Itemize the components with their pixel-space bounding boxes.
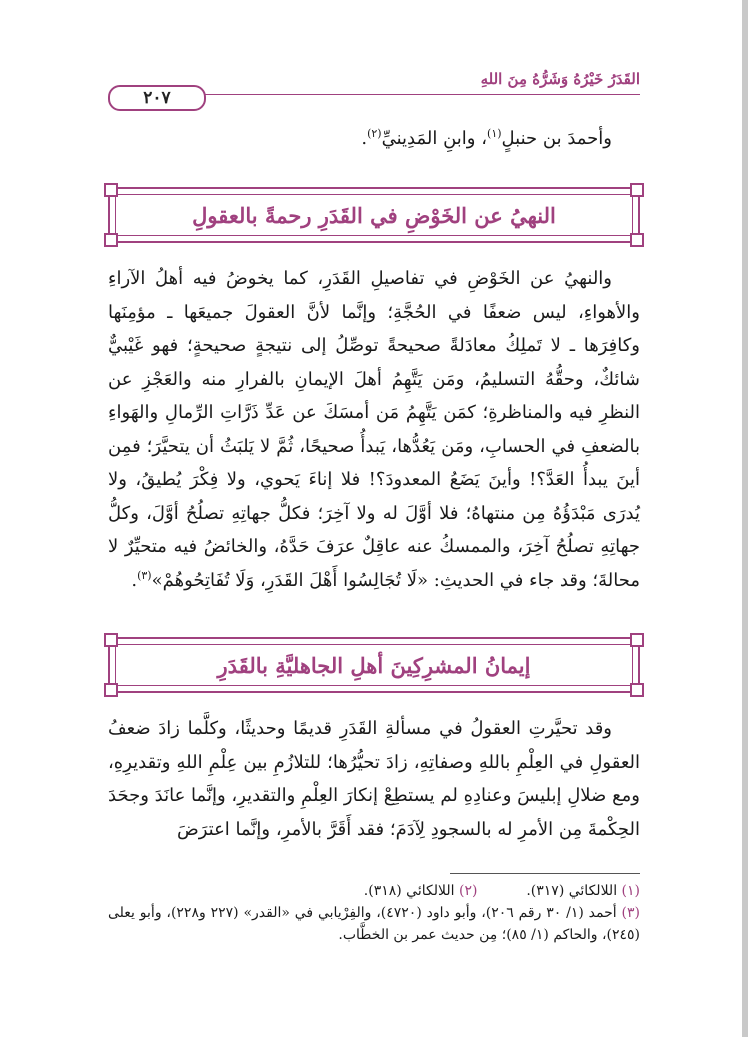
- footnote-ref-3[interactable]: (٣): [137, 568, 152, 582]
- footnote-row-1-2: [108, 880, 640, 902]
- section-heading-1-text: النهيُ عن الخَوْضِ في القَدَرِ رحمةً بالعقولِ: [192, 202, 556, 228]
- footnote-1-text: اللالكائي (٣١٧).: [526, 883, 618, 899]
- section1-body: [108, 262, 640, 597]
- footnote-3-text: أحمد (١/ ٣٠ رقم ٢٠٦)، وأبو داود (٤٧٢٠)، والفِرْيابي في «القدر» (٢٢٧ و٢٢٨)، وأبو يعلى (٢٤٥)، والحاكم (١/ ٨٥)؛ مِن حديث عمر بن الخطَّاب.: [108, 905, 640, 943]
- paragraph-text: والنهيُ عن الخَوْضِ في تفاصيلِ القَدَرِ، كما يخوضُ فيه أهلُ الآراءِ والأهواءِ، ليس ضعفًا في الحُجَّةِ؛ وإنَّما لأنَّ العقولَ جميعَها ـ مؤمِنَها وكافِرَها ـ لا تَملِكُ معادَلةً صحيحةً توصِّلُ إلى نتيجةٍ صحيحةٍ؛ فهو غَيْبيٌّ شائكٌ، وحقُّهُ التسليمُ، ومَن يَتَّهِمُ أهلَ الإيمانِ بالفرارِ منه والعَجْزِ عن النظرِ فيه والمناظرةِ؛ كمَن يَتَّهِمُ مَن أمسَكَ عن عَدِّ ذَرَّاتِ الرِّمالِ والهَواءِ بالضعفِ في الحسابِ، ومَن يَعُدُّها، يَبدأُ صحيحًا، ثُمَّ لا يَلبَثُ أن يتحيَّرَ؛ فمِن أينَ يبدأُ العَدَّ؟! وأينَ يَضَعُ المعدودَ؟! فلا إناءَ يَحوي، ولا فِكْرَ يُطيقُ، ولا يُدرَى مَبْدَؤُهُ مِن منتهاهُ؛ فلا أوَّلَ له ولا آخِرَ؛ فكلُّ جهاتِهِ تصلُحُ أوَّلَ، وكلُّ جهاتِهِ تصلُحُ آخِرَ، والممسكُ عنه عاقِلٌ عرَفَ حَدَّهُ، والخائضُ فيه متحيِّرٌ لا محالةَ؛ وقد جاء في الحديثِ: «لَا تُجَالِسُوا أَهْلَ القَدَرِ، وَلَا تُفَاتِحُوهُمْ»: [108, 268, 640, 591]
- intro-part: ، وابنِ المَدِينيِّ: [381, 128, 488, 149]
- header-rule: [138, 94, 640, 95]
- footnotes: [108, 880, 640, 946]
- intro-part: .: [361, 128, 368, 149]
- footnote-row-3: [108, 902, 640, 946]
- intro-text: [108, 122, 640, 156]
- page-edge: [742, 0, 748, 1037]
- paragraph-end: .: [131, 569, 138, 591]
- footnote-ref-2[interactable]: (٢): [367, 127, 382, 140]
- section1-paragraph: [108, 262, 640, 597]
- section-heading-2-text: إيمانُ المشرِكِينَ أهلِ الجاهليَّةِ بالقَدَرِ: [217, 652, 531, 678]
- section-heading-1: [108, 187, 640, 243]
- intro-part: وأحمدَ بن حنبلٍ: [501, 128, 612, 149]
- section-heading-2: [108, 637, 640, 693]
- footnote-separator: [450, 873, 640, 874]
- footnote-3-number: (٣): [621, 905, 640, 921]
- running-title: القَدَرُ خَيْرُهُ وَشَرُّهُ مِنَ اللهِ: [480, 70, 640, 88]
- page-number-text: ٢٠٧: [143, 88, 171, 108]
- footnote-1-number: (١): [621, 883, 640, 899]
- section2-paragraph: وقد تحيَّرتِ العقولُ في مسألةِ القَدَرِ قديمًا وحديثًا، وكلَّما زادَ ضعفُ العقولِ في العِلْمِ باللهِ وصفاتِهِ، زادَ تحيُّرُها؛ للتلازُمِ بين عِلْمِ اللهِ وتقديرِهِ، ومع ضلالِ إبليسَ وعنادِهِ لم يستطِعْ إنكارَ العِلْمِ والتقديرِ، وإنَّما عانَدَ وجحَدَ الحِكْمةَ مِن الأمرِ له بالسجودِ لِآدَمَ؛ فقد أَقَرَّ بالأمرِ، وإنَّما اعترَضَ: [108, 718, 640, 840]
- footnote-2-number: (٢): [458, 883, 478, 899]
- footnote-2-text: اللالكائي (٣١٨).: [363, 883, 455, 899]
- footnote-ref-1[interactable]: (١): [487, 127, 502, 140]
- section2-body: [108, 712, 640, 846]
- intro-line: [108, 122, 640, 156]
- page-number: [108, 85, 206, 111]
